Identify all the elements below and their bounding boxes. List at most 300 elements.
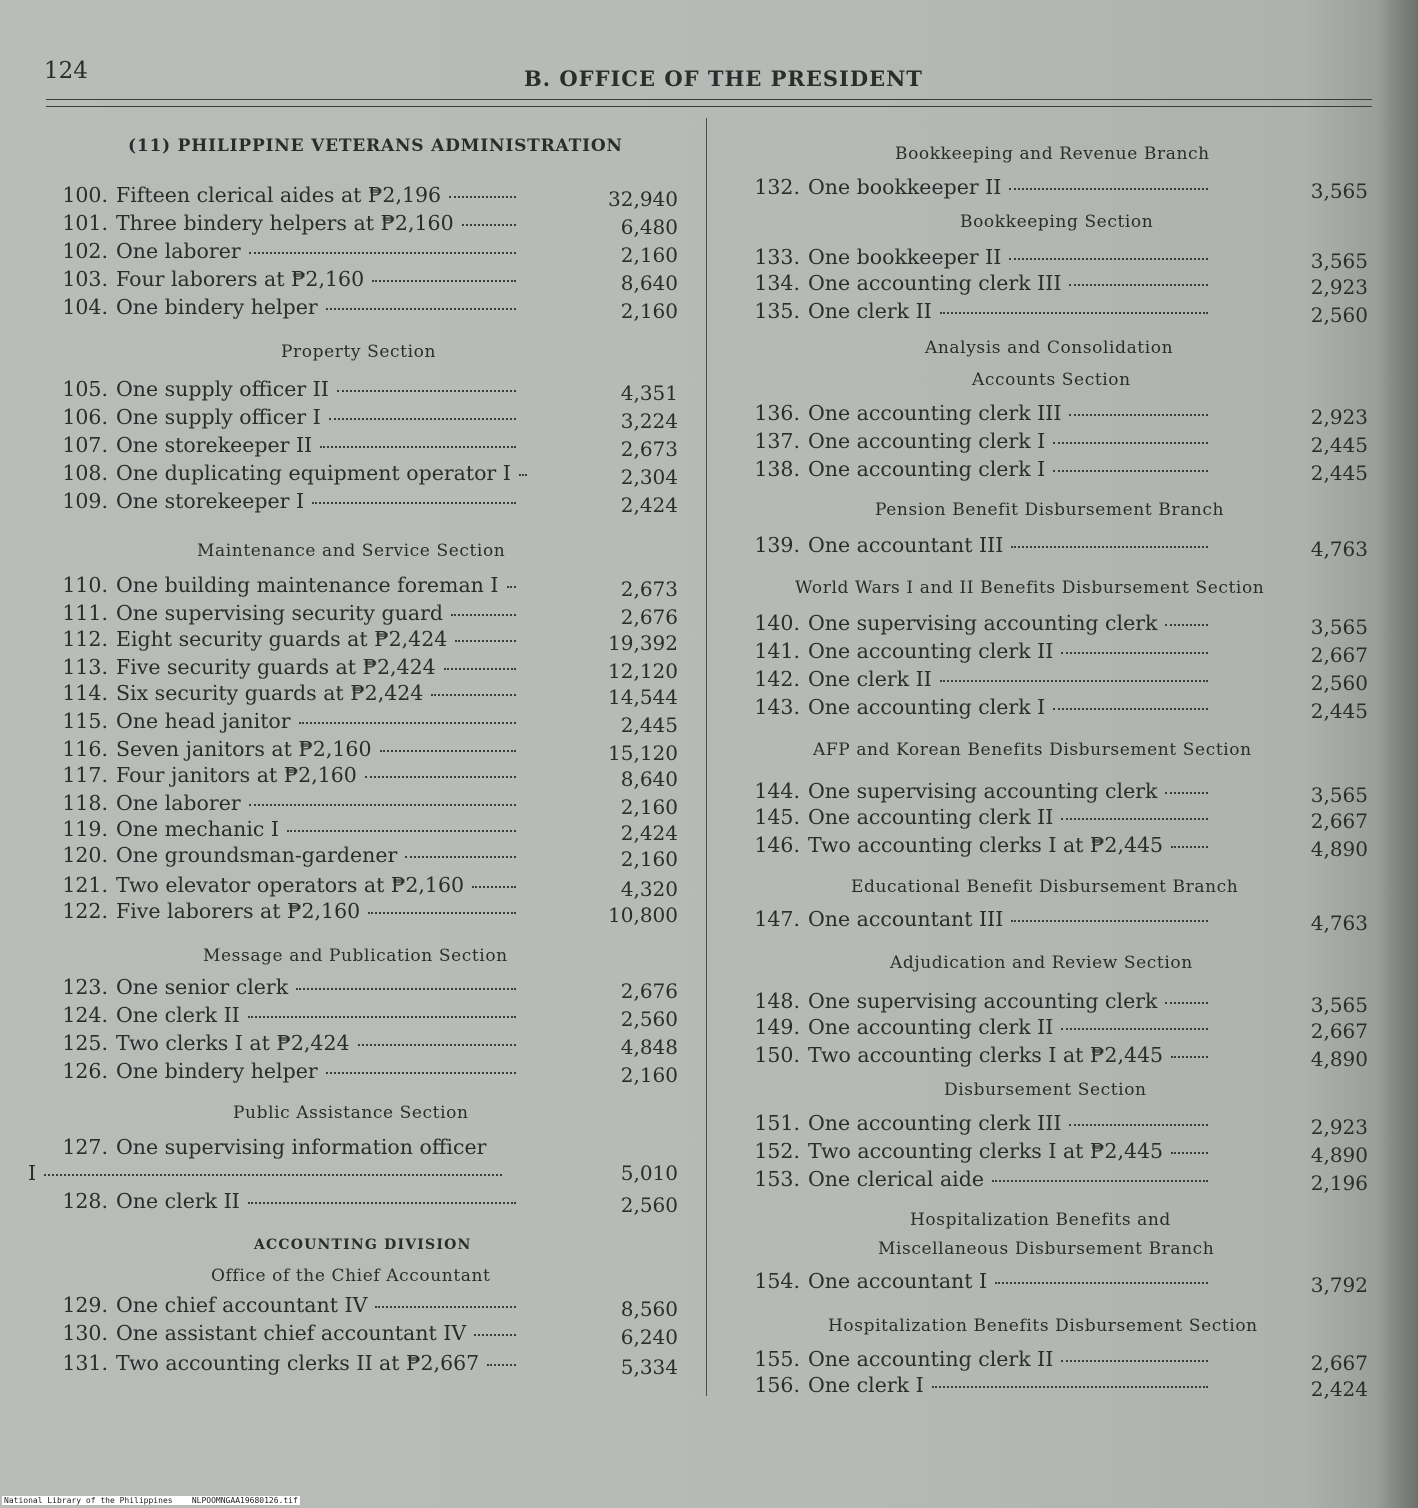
item-description: One laborer: [116, 791, 241, 815]
left-item-row: [52, 680, 516, 706]
item-description: One accounting clerk II: [808, 1347, 1054, 1371]
left-item-amount: 15,120: [608, 741, 678, 765]
item-description: One clerk II: [808, 667, 932, 691]
section-header-accounts: Accounts Section: [972, 370, 1131, 390]
dot-leader: [507, 586, 516, 588]
division-header-accounting: ACCOUNTING DIVISION: [254, 1237, 472, 1253]
right-item-row: [744, 1346, 1208, 1372]
dot-leader: [248, 1016, 516, 1018]
right-item-row: [744, 244, 1208, 270]
dot-leader: [455, 640, 516, 642]
item-number: 113.: [62, 655, 108, 679]
item-number: 144.: [754, 779, 800, 803]
right-item-amount: 2,445: [1310, 461, 1368, 485]
dot-leader: [249, 804, 516, 806]
dot-leader: [248, 1202, 516, 1204]
dot-leader: [1171, 846, 1208, 848]
item-description: Four janitors at ₱2,160: [116, 763, 357, 787]
item-number: 123.: [62, 975, 108, 999]
left-item-amount: 4,848: [620, 1035, 678, 1059]
right-item-row: [744, 298, 1208, 324]
left-item-amount: 2,560: [620, 1193, 678, 1217]
item-description: One building maintenance foreman I: [116, 573, 499, 597]
left-item-row: [52, 1134, 486, 1160]
item-number: 106.: [62, 405, 108, 429]
item-description: Five security guards at ₱2,424: [116, 655, 436, 679]
dot-leader: [380, 750, 516, 752]
item-description: One accounting clerk III: [808, 271, 1062, 295]
right-item-amount: 3,565: [1310, 179, 1368, 203]
item-number: 127.: [62, 1135, 108, 1159]
right-item-amount: 3,792: [1310, 1273, 1368, 1297]
dot-leader: [365, 776, 516, 778]
dot-leader: [1053, 708, 1208, 710]
section-header-pension: Pension Benefit Disbursement Branch: [875, 500, 1225, 520]
item-description: Two clerks I at ₱2,424: [116, 1031, 350, 1055]
item-description: One clerk II: [116, 1003, 240, 1027]
left-item-amount: 14,544: [608, 685, 678, 709]
left-item-amount: 2,676: [620, 605, 678, 629]
dot-leader: [1011, 920, 1208, 922]
right-item-amount: 2,560: [1310, 303, 1368, 327]
page-number: 124: [44, 58, 88, 84]
item-description: One accountant III: [808, 907, 1004, 931]
right-item-row: [744, 1042, 1208, 1068]
item-number: 156.: [754, 1373, 800, 1397]
left-item-amount: 32,940: [608, 187, 678, 211]
section-header-chief-accountant: Office of the Chief Accountant: [211, 1266, 491, 1286]
left-item-row: [52, 1002, 516, 1028]
left-item-amount: 8,560: [620, 1297, 678, 1321]
item-description: One chief accountant IV: [116, 1293, 368, 1317]
right-item-amount: 2,445: [1310, 699, 1368, 723]
dot-leader: [1171, 1056, 1208, 1058]
section-header-world-wars: World Wars I and II Benefits Disbursement Section: [795, 578, 1265, 598]
left-item-amount: 2,676: [620, 979, 678, 1003]
section-header-educational: Educational Benefit Disbursement Branch: [851, 877, 1239, 897]
left-item-continuation: [28, 1160, 502, 1186]
item-number: 109.: [62, 489, 108, 513]
item-description: One mechanic I: [116, 817, 279, 841]
left-item-row: [52, 376, 516, 402]
item-number: 129.: [62, 1293, 108, 1317]
item-description: One supervising information officer: [116, 1135, 487, 1159]
item-description: One head janitor: [116, 709, 291, 733]
item-description: One bookkeeper II: [808, 245, 1002, 269]
left-item-row: [52, 404, 516, 430]
right-item-amount: 4,890: [1310, 1143, 1368, 1167]
item-number: 142.: [754, 667, 800, 691]
item-number: 107.: [62, 433, 108, 457]
right-item-amount: 2,667: [1310, 643, 1368, 667]
item-description: Two accounting clerks I at ₱2,445: [808, 833, 1164, 857]
header-rule-top: [46, 99, 1372, 100]
item-description: One supply officer II: [116, 377, 329, 401]
dot-leader: [1061, 652, 1208, 654]
left-item-amount: 2,160: [620, 1063, 678, 1087]
left-item-amount: 3,224: [620, 409, 678, 433]
item-description: One clerk II: [116, 1189, 240, 1213]
left-item-amount: 4,351: [620, 381, 678, 405]
right-item-row: [744, 804, 1208, 830]
dot-leader: [1061, 1028, 1208, 1030]
left-item-row: [52, 626, 516, 652]
dot-leader: [519, 474, 527, 476]
left-item-amount: 2,673: [620, 577, 678, 601]
dot-leader: [1009, 188, 1208, 190]
item-number: 133.: [754, 245, 800, 269]
item-number: 150.: [754, 1043, 800, 1067]
item-description: Six security guards at ₱2,424: [116, 681, 424, 705]
right-item-row: [744, 270, 1208, 296]
left-item-row: [52, 816, 516, 842]
dot-leader: [472, 886, 516, 888]
dot-leader: [326, 308, 516, 310]
right-item-amount: 2,667: [1310, 1351, 1368, 1375]
right-item-row: [744, 638, 1208, 664]
item-number: 112.: [62, 627, 108, 651]
dot-leader: [44, 1174, 502, 1176]
right-item-row: [744, 400, 1208, 426]
section-header-afp-korean: AFP and Korean Benefits Disbursement Section: [813, 740, 1252, 760]
item-number: 104.: [62, 295, 108, 319]
dot-leader: [312, 502, 516, 504]
item-description: One accounting clerk II: [808, 639, 1054, 663]
section-header-hospitalization-2: Miscellaneous Disbursement Branch: [878, 1239, 1215, 1259]
item-description: Fifteen clerical aides at ₱2,196: [116, 183, 442, 207]
item-description: Seven janitors at ₱2,160: [116, 737, 372, 761]
dot-leader: [326, 1072, 516, 1074]
right-item-amount: 4,890: [1310, 837, 1368, 861]
item-number: 134.: [754, 271, 800, 295]
item-number: 153.: [754, 1167, 800, 1191]
item-number: 117.: [62, 763, 108, 787]
left-item-row: [52, 762, 516, 788]
dot-leader: [1069, 1124, 1208, 1126]
left-item-row: [52, 1030, 516, 1056]
left-item-row: [52, 294, 516, 320]
item-number: 151.: [754, 1111, 800, 1135]
left-item-row: [52, 488, 516, 514]
item-description: One accountant I: [808, 1269, 988, 1293]
dot-leader: [299, 722, 516, 724]
item-number: 115.: [62, 709, 108, 733]
section-header-adjudication: Adjudication and Review Section: [890, 953, 1193, 973]
item-description: One supervising accounting clerk: [808, 611, 1158, 635]
left-item-row: [52, 790, 516, 816]
dot-leader: [431, 694, 516, 696]
item-number: 116.: [62, 737, 108, 761]
dot-leader: [329, 418, 516, 420]
running-head: B. OFFICE OF THE PRESIDENT: [524, 66, 923, 91]
item-description: One bindery helper: [116, 295, 318, 319]
left-item-amount: 8,640: [620, 271, 678, 295]
section-header-bookkeeping-section: Bookkeeping Section: [960, 212, 1154, 232]
dot-leader: [1053, 470, 1208, 472]
item-description: One duplicating equipment operator I: [116, 461, 511, 485]
left-item-row: [52, 266, 516, 292]
item-number: 132.: [754, 175, 800, 199]
right-item-amount: 2,560: [1310, 671, 1368, 695]
right-item-row: [744, 1166, 1208, 1192]
right-item-amount: 3,565: [1310, 249, 1368, 273]
left-item-row: [52, 1292, 516, 1318]
right-item-amount: 2,196: [1310, 1171, 1368, 1195]
item-number: 155.: [754, 1347, 800, 1371]
item-description: Eight security guards at ₱2,424: [116, 627, 448, 651]
item-number: 103.: [62, 267, 108, 291]
item-description: One supply officer I: [116, 405, 321, 429]
item-number: 154.: [754, 1269, 800, 1293]
item-description: One groundsman-gardener: [116, 843, 398, 867]
right-item-amount: 2,923: [1310, 405, 1368, 429]
right-item-amount: 2,667: [1310, 809, 1368, 833]
page-edge-shadow: [1378, 0, 1418, 1508]
item-number: 130.: [62, 1321, 108, 1345]
item-number: 102.: [62, 239, 108, 263]
right-item-row: [744, 610, 1208, 636]
dot-leader: [405, 856, 516, 858]
left-item-amount: 2,160: [620, 243, 678, 267]
right-item-amount: 4,763: [1310, 537, 1368, 561]
item-description: One senior clerk: [116, 975, 289, 999]
right-item-row: [744, 832, 1208, 858]
dot-leader: [1171, 1152, 1208, 1154]
right-item-amount: 3,565: [1310, 615, 1368, 639]
item-description: One accounting clerk II: [808, 1015, 1054, 1039]
right-item-row: [744, 1372, 1208, 1398]
right-item-row: [744, 906, 1208, 932]
item-number: 135.: [754, 299, 800, 323]
left-item-amount: 2,424: [620, 493, 678, 517]
item-number: 143.: [754, 695, 800, 719]
right-item-amount: 2,445: [1310, 433, 1368, 457]
item-number: 108.: [62, 461, 108, 485]
section-header-bookkeeping-branch: Bookkeeping and Revenue Branch: [895, 144, 1210, 164]
dot-leader: [375, 1306, 516, 1308]
item-number: 141.: [754, 639, 800, 663]
left-item-row: [52, 432, 516, 458]
left-item-amount: 2,560: [620, 1007, 678, 1031]
right-item-amount: 4,763: [1310, 911, 1368, 935]
left-item-amount: 2,445: [620, 713, 678, 737]
item-number: 110.: [62, 573, 108, 597]
left-item-row: [52, 182, 516, 208]
item-description: One storekeeper II: [116, 433, 313, 457]
left-item-amount: 19,392: [608, 631, 678, 655]
dot-leader: [940, 680, 1208, 682]
footer-file: NLPOOMNGAA19680126.tif: [191, 1496, 298, 1505]
section-header-property: Property Section: [281, 342, 436, 362]
left-item-row: [52, 1188, 516, 1214]
item-number: 137.: [754, 429, 800, 453]
dot-leader: [1053, 442, 1208, 444]
item-number: 131.: [62, 1351, 108, 1375]
item-description: One supervising accounting clerk: [808, 989, 1158, 1013]
item-description: One bookkeeper II: [808, 175, 1002, 199]
dot-leader: [1009, 258, 1208, 260]
dot-leader: [1011, 546, 1208, 548]
item-description: One accounting clerk III: [808, 401, 1062, 425]
left-item-row: [52, 974, 516, 1000]
item-number: 124.: [62, 1003, 108, 1027]
right-item-amount: 3,565: [1310, 783, 1368, 807]
dot-leader: [337, 390, 516, 392]
footer-library: National Library of the Philippines: [4, 1496, 173, 1505]
item-description: One accounting clerk I: [808, 695, 1046, 719]
item-number: 140.: [754, 611, 800, 635]
item-description: One clerk II: [808, 299, 932, 323]
item-description: One supervising security guard: [116, 601, 443, 625]
left-item-row: [52, 238, 516, 264]
left-item-amount: 2,160: [620, 795, 678, 819]
item-number: 138.: [754, 457, 800, 481]
left-item-amount: 8,640: [620, 767, 678, 791]
right-item-row: [744, 778, 1208, 804]
item-number: 101.: [62, 211, 108, 235]
right-item-amount: 4,890: [1310, 1047, 1368, 1071]
item-description: Three bindery helpers at ₱2,160: [116, 211, 454, 235]
dot-leader: [287, 830, 516, 832]
scan-footer: [2, 1496, 300, 1505]
left-item-amount: 12,120: [608, 659, 678, 683]
item-number: 128.: [62, 1189, 108, 1213]
item-number: 149.: [754, 1015, 800, 1039]
dot-leader: [487, 1364, 516, 1366]
dot-leader: [444, 668, 516, 670]
item-description: One accounting clerk I: [808, 429, 1046, 453]
item-number: 136.: [754, 401, 800, 425]
right-item-amount: 2,424: [1310, 1377, 1368, 1401]
dot-leader: [474, 1334, 516, 1336]
dot-leader: [451, 614, 516, 616]
dot-leader: [462, 224, 516, 226]
dot-leader: [372, 280, 516, 282]
item-description: One laborer: [116, 239, 241, 263]
section-header-maintenance: Maintenance and Service Section: [197, 541, 506, 561]
right-item-row: [744, 174, 1208, 200]
right-item-row: [744, 666, 1208, 692]
left-item-row: [52, 654, 516, 680]
dot-leader: [940, 312, 1208, 314]
item-number: 119.: [62, 817, 108, 841]
left-item-row: [52, 572, 516, 598]
item-description: Two accounting clerks I at ₱2,445: [808, 1043, 1164, 1067]
item-number: 152.: [754, 1139, 800, 1163]
dot-leader: [449, 196, 516, 198]
left-item-amount: 4,320: [620, 877, 678, 901]
right-item-row: [744, 456, 1208, 482]
right-item-row: [744, 1138, 1208, 1164]
left-item-row: [52, 736, 516, 762]
header-rule-bottom: [46, 106, 1372, 107]
dot-leader: [1069, 414, 1208, 416]
item-description: One clerical aide: [808, 1167, 984, 1191]
right-item-row: [744, 988, 1208, 1014]
item-number: 146.: [754, 833, 800, 857]
section-header-message: Message and Publication Section: [203, 946, 508, 966]
dot-leader: [1069, 284, 1208, 286]
left-item-row: [52, 210, 516, 236]
item-description-continuation: I: [28, 1161, 37, 1185]
item-description: One assistant chief accountant IV: [116, 1321, 467, 1345]
item-number: 139.: [754, 533, 800, 557]
left-item-amount: 2,424: [620, 821, 678, 845]
dot-leader: [1165, 792, 1208, 794]
dot-leader: [1165, 624, 1208, 626]
dot-leader: [1061, 1360, 1208, 1362]
left-item-row: [52, 1320, 516, 1346]
item-description: One clerk I: [808, 1373, 924, 1397]
right-item-row: [744, 532, 1208, 558]
dot-leader: [368, 912, 516, 914]
right-item-amount: 2,923: [1310, 1115, 1368, 1139]
dot-leader: [992, 1180, 1208, 1182]
item-number: 111.: [62, 601, 108, 625]
item-description: Two elevator operators at ₱2,160: [116, 873, 465, 897]
left-item-amount: 5,334: [620, 1355, 678, 1379]
right-item-row: [744, 1014, 1208, 1040]
item-number: 118.: [62, 791, 108, 815]
item-number: 114.: [62, 681, 108, 705]
right-item-amount: 2,667: [1310, 1019, 1368, 1043]
agency-title: (11) PHILIPPINE VETERANS ADMINISTRATION: [128, 136, 623, 156]
right-item-row: [744, 694, 1208, 720]
section-header-hospitalization-1: Hospitalization Benefits and: [910, 1210, 1171, 1230]
dot-leader: [1165, 1002, 1208, 1004]
item-number: 148.: [754, 989, 800, 1013]
item-description: One bindery helper: [116, 1059, 318, 1083]
left-item-amount: 10,800: [608, 903, 678, 927]
section-header-public-assistance: Public Assistance Section: [233, 1103, 469, 1123]
item-number: 120.: [62, 843, 108, 867]
left-item-row: [52, 600, 516, 626]
item-number: 125.: [62, 1031, 108, 1055]
item-description: Two accounting clerks I at ₱2,445: [808, 1139, 1164, 1163]
left-item-row: [52, 460, 527, 486]
dot-leader: [1061, 818, 1208, 820]
section-header-hospitalization-section: Hospitalization Benefits Disbursement Section: [828, 1316, 1258, 1336]
left-item-row: [52, 842, 516, 868]
item-description: Five laborers at ₱2,160: [116, 899, 361, 923]
item-number: 145.: [754, 805, 800, 829]
dot-leader: [320, 446, 516, 448]
dot-leader: [296, 988, 516, 990]
item-number: 105.: [62, 377, 108, 401]
dot-leader: [249, 252, 516, 254]
item-description: One accountant III: [808, 533, 1004, 557]
left-item-row: [52, 1058, 516, 1084]
dot-leader: [995, 1282, 1208, 1284]
item-description: One supervising accounting clerk: [808, 779, 1158, 803]
item-description: One accounting clerk II: [808, 805, 1054, 829]
left-item-row: [52, 898, 516, 924]
item-description: Two accounting clerks II at ₱2,667: [116, 1351, 480, 1375]
right-item-row: [744, 1110, 1208, 1136]
right-item-amount: 2,923: [1310, 275, 1368, 299]
left-item-amount: 5,010: [620, 1161, 678, 1185]
column-divider: [706, 118, 707, 1396]
left-item-row: [52, 708, 516, 734]
left-item-row: [52, 1350, 516, 1376]
item-number: 121.: [62, 873, 108, 897]
item-description: One accounting clerk III: [808, 1111, 1062, 1135]
item-description: Four laborers at ₱2,160: [116, 267, 365, 291]
left-item-amount: 2,304: [620, 465, 678, 489]
section-header-analysis: Analysis and Consolidation: [925, 338, 1174, 358]
left-item-amount: 2,160: [620, 847, 678, 871]
right-item-row: [744, 1268, 1208, 1294]
